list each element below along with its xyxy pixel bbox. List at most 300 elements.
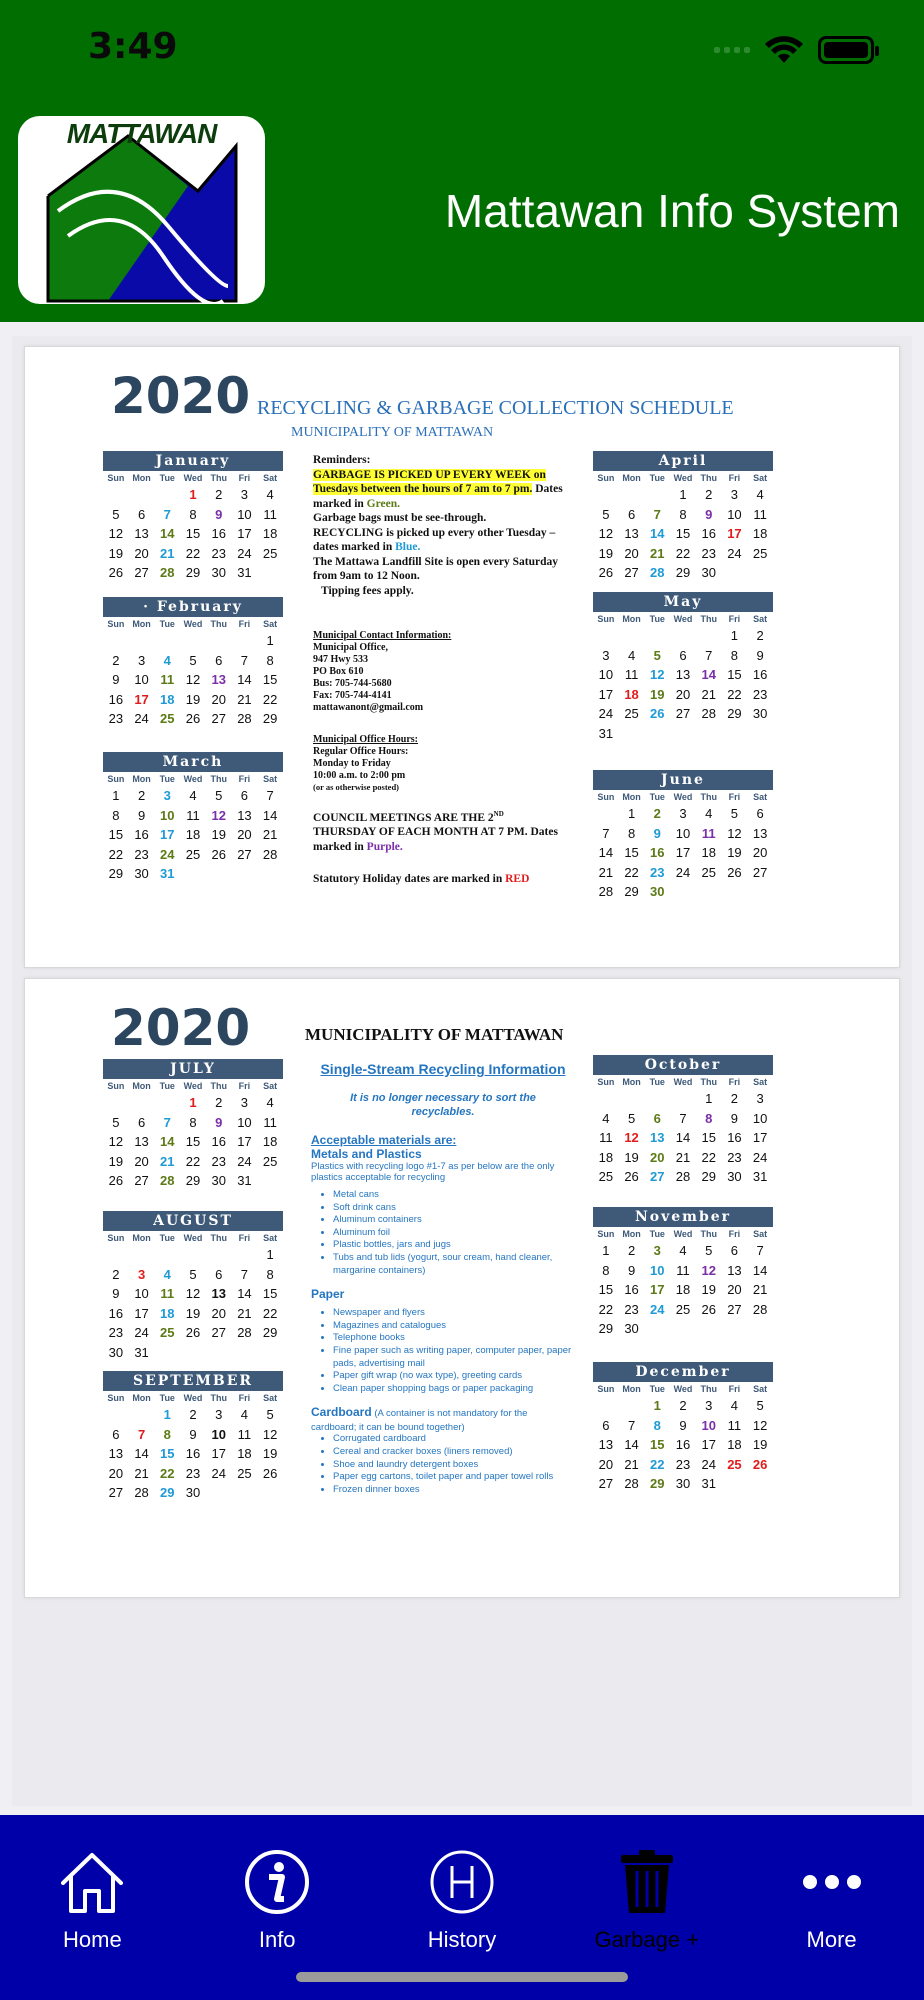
calendar-day: 28 [701, 706, 716, 721]
calendar-day: 31 [237, 1173, 252, 1188]
weekday-label: Mon [622, 792, 641, 802]
calendar-day: 8 [730, 647, 739, 663]
calendar-day: 26 [108, 565, 124, 580]
calendar-day: 7 [266, 788, 274, 803]
calendar-day: 15 [262, 1286, 278, 1301]
calendar-day: 18 [701, 845, 716, 860]
calendar-day: 21 [160, 545, 175, 561]
empty-day [670, 1089, 696, 1109]
empty-day [232, 631, 258, 651]
weekday-label: Fri [728, 614, 741, 624]
calendar-day: 9 [112, 672, 120, 687]
calendar-day: 26 [701, 1301, 716, 1317]
weekday-label: Tue [649, 473, 665, 483]
calendar-day: 25 [237, 1465, 252, 1481]
calendar-day: 13 [108, 1446, 124, 1461]
weekday-header [103, 619, 283, 631]
empty-day [232, 1245, 258, 1265]
calendar-day: 19 [185, 1305, 201, 1321]
tab-home[interactable] [0, 1815, 185, 2000]
calendar-day: 1 [112, 788, 120, 803]
cardboard-heading: Cardboard [311, 1405, 372, 1420]
calendar-day: 2 [679, 1398, 687, 1413]
calendar-day: 22 [624, 864, 639, 880]
empty-day [644, 485, 670, 505]
calendar-day: 1 [602, 1243, 610, 1258]
list-item: • Metal cans [333, 1189, 575, 1202]
calendar-day: 5 [602, 506, 610, 522]
garbage-note: GARBAGE IS PICKED UP EVERY WEEK on Tuesdays between the hours of 7 am to 7 pm. [313, 468, 546, 495]
tipping-note: Tipping fees apply. [321, 584, 414, 597]
weekday-label: Fri [238, 1393, 251, 1403]
empty-day [129, 485, 155, 505]
page1-year: 2020 [111, 367, 251, 425]
weekday-label: Sat [753, 614, 768, 624]
calendar-day: 10 [598, 667, 614, 682]
calendar-day: 3 [705, 1398, 713, 1413]
calendar-day: 7 [756, 1243, 764, 1258]
calendar-day: 11 [186, 807, 200, 823]
calendar-day: 25 [185, 846, 201, 862]
empty-day [619, 1396, 645, 1416]
calendar-day: 5 [189, 652, 197, 668]
weekday-label: Mon [622, 1229, 641, 1239]
tab-label-info: Info [258, 1927, 296, 1952]
contact-lines [313, 642, 563, 714]
weekday-label: Wed [673, 1077, 693, 1087]
weekday-label: Fri [728, 473, 741, 483]
calendar-day: 4 [163, 652, 171, 668]
empty-day [670, 626, 696, 646]
schedule-page-2 [24, 978, 900, 1598]
text-line: Fax: 705-744-4141 [313, 690, 392, 701]
calendar-day: 13 [134, 1134, 149, 1149]
recycling-heading: Single-Stream Recycling Information [320, 1061, 566, 1077]
calendar-day: 27 [675, 706, 691, 721]
calendar-day: 18 [160, 1305, 175, 1321]
calendar-day: 12 [211, 807, 226, 823]
calendar-day: 16 [211, 1134, 226, 1149]
calendar-day: 21 [237, 691, 252, 707]
weekday-header [593, 1384, 773, 1396]
calendar-day: 12 [262, 1426, 278, 1442]
calendar-day: 11 [599, 1130, 613, 1145]
empty-day [129, 1245, 155, 1265]
cardboard-heading-row [311, 1405, 575, 1433]
calendar-day: 21 [134, 1465, 149, 1481]
calendar-day: 3 [653, 1243, 661, 1258]
calendar-day: 26 [108, 1173, 124, 1188]
weekday-label: Sat [753, 1229, 768, 1239]
home-icon [57, 1847, 127, 1917]
list-item: • Paper egg cartons, toilet paper and paper towel rolls [333, 1471, 575, 1484]
calendar-day: 23 [185, 1465, 201, 1481]
calendar-day: 29 [598, 1321, 614, 1336]
calendar-day: 17 [134, 691, 149, 707]
days-grid [593, 1396, 773, 1494]
empty-day [206, 631, 232, 651]
weekday-label: Tue [159, 1081, 175, 1091]
calendar-day: 18 [598, 1149, 614, 1165]
calendar-day: 12 [624, 1130, 639, 1145]
calendar-day: 19 [752, 1437, 768, 1452]
council-note-a: COUNCIL MEETINGS ARE THE 2 [313, 811, 494, 824]
weekday-header [593, 1077, 773, 1089]
list-item: • Corrugated cardboard [333, 1433, 575, 1446]
calendar-day: 3 [240, 1095, 249, 1110]
text-line: mattawanont@gmail.com [313, 702, 424, 713]
calendar-day: 7 [679, 1110, 687, 1126]
weekday-label: Mon [132, 473, 151, 483]
calendar-day: 3 [163, 788, 171, 803]
council-note-b: THURSDAY OF EACH MONTH AT 7 PM. Dates marked in [313, 826, 558, 853]
calendar-day: 6 [627, 506, 636, 522]
calendar-day: 20 [624, 545, 639, 561]
calendar-day: 10 [160, 807, 175, 823]
calendar-day: 16 [752, 667, 768, 682]
calendar-day: 1 [189, 1095, 197, 1110]
calendar-day: 13 [211, 672, 226, 687]
calendar-day: 25 [598, 1169, 614, 1184]
calendar-month [103, 1059, 283, 1191]
calendar-day: 11 [701, 825, 716, 841]
blue-word: Blue. [395, 541, 421, 553]
weekday-label: Sat [263, 1233, 278, 1243]
calendar-day: 24 [752, 1149, 768, 1165]
calendar-day: 27 [624, 565, 639, 580]
info-icon [242, 1847, 312, 1917]
red-word: RED [505, 873, 530, 886]
calendar-day: 28 [160, 1173, 175, 1188]
calendar-day: 1 [189, 487, 197, 502]
calendar-day: 11 [676, 1262, 690, 1278]
calendar-day: 15 [185, 526, 201, 541]
calendar-day: 27 [134, 1173, 149, 1188]
calendar-day: 16 [108, 691, 124, 707]
text-line: Monday to Friday [313, 758, 391, 769]
calendar-day: 9 [756, 647, 764, 663]
calendar-day: 31 [237, 565, 252, 580]
days-grid [103, 631, 283, 729]
calendar-day: 31 [598, 725, 614, 741]
calendar-day: 16 [650, 845, 665, 860]
calendar-day: 16 [134, 827, 149, 842]
empty-day [103, 1093, 129, 1113]
council-note [313, 807, 563, 854]
calendar-day: 1 [705, 1091, 713, 1106]
contact-heading: Municipal Contact Information: [313, 630, 452, 641]
calendar-day: 2 [705, 487, 713, 502]
calendar-day: 5 [653, 647, 661, 663]
page2-year: 2020 [111, 999, 251, 1057]
calendar-day: 5 [627, 1110, 636, 1126]
recycling-info [311, 1061, 575, 1496]
calendar-day: 14 [650, 526, 665, 541]
weekday-label: Wed [183, 473, 203, 483]
page2-title: MUNICIPALITY OF MATTAWAN [305, 1025, 564, 1044]
calendar-day: 20 [108, 1465, 124, 1481]
weekday-label: Mon [622, 473, 641, 483]
calendar-day: 30 [675, 1476, 691, 1491]
empty-day [154, 631, 180, 651]
calendar-day: 11 [160, 1286, 175, 1301]
calendar-day: 15 [185, 1134, 201, 1149]
weekday-label: Sat [753, 1077, 768, 1087]
calendar-day: 15 [650, 1437, 665, 1452]
calendar-day: 2 [215, 1095, 223, 1110]
empty-day [206, 1245, 232, 1265]
weekday-label: Sun [107, 774, 125, 784]
calendar-day: 25 [701, 864, 716, 880]
accepted-heading: Acceptable materials are: [311, 1133, 457, 1147]
calendar-month [103, 1211, 283, 1362]
calendar-day: 14 [752, 1262, 768, 1278]
calendar-day: 12 [752, 1417, 768, 1433]
weekday-label: Thu [700, 1229, 717, 1239]
list-item: • Cereal and cracker boxes (liners removed) [333, 1446, 575, 1459]
calendar-day: 4 [756, 487, 764, 502]
weekday-label: Thu [210, 774, 227, 784]
calendar-day: 30 [624, 1321, 639, 1336]
calendar-day: 18 [185, 827, 201, 842]
calendar-day: 9 [730, 1110, 739, 1126]
calendar-day: 27 [650, 1169, 665, 1184]
weekday-label: Thu [210, 1081, 227, 1091]
calendar-day: 18 [237, 1446, 252, 1461]
calendar-day: 8 [112, 807, 120, 823]
calendar-month [103, 451, 283, 583]
weekday-label: Mon [132, 774, 151, 784]
calendar-day: 6 [756, 806, 764, 821]
calendar-day: 15 [262, 672, 278, 687]
history-icon [427, 1847, 497, 1917]
weekday-label: Thu [210, 473, 227, 483]
calendar-day: 28 [598, 884, 614, 899]
weekday-label: Sun [597, 473, 615, 483]
weekday-label: Wed [673, 473, 693, 483]
weekday-header [103, 774, 283, 786]
calendar-day: 24 [237, 545, 252, 561]
weekday-label: Wed [183, 1393, 203, 1403]
calendar-day: 7 [163, 506, 171, 522]
holiday-note [313, 872, 563, 887]
calendar-day: 26 [727, 864, 742, 880]
weekday-label: Wed [673, 1229, 693, 1239]
weekday-label: Wed [673, 792, 693, 802]
month-name: AUGUST [103, 1211, 283, 1231]
calendar-day: 21 [624, 1456, 639, 1472]
empty-day [619, 485, 645, 505]
calendar-day: 25 [624, 706, 639, 721]
calendar-day: 30 [108, 1344, 124, 1360]
cardboard-list [311, 1433, 575, 1496]
calendar-day: 14 [237, 1286, 252, 1301]
empty-day [154, 1245, 180, 1265]
calendar-day: 29 [675, 565, 691, 580]
calendar-day: 26 [752, 1456, 768, 1472]
weekday-label: Sun [107, 1393, 125, 1403]
calendar-day: 7 [137, 1426, 146, 1442]
calendar-day: 14 [237, 672, 252, 687]
text-line: PO Box 610 [313, 666, 364, 677]
calendar-day: 9 [215, 506, 223, 522]
calendar-day: 19 [598, 545, 614, 561]
calendar-day: 6 [215, 652, 223, 668]
app-title: Mattawan Info System [444, 185, 900, 237]
calendar-day: 28 [160, 565, 175, 580]
calendar-day: 25 [262, 1153, 278, 1169]
empty-day [696, 626, 722, 646]
calendar-day: 14 [675, 1130, 691, 1145]
list-item: • Fine paper such as writing paper, computer paper, paper pads, advertising mail [333, 1345, 575, 1370]
calendar-day: 12 [108, 526, 124, 541]
landfill-note: The Mattawa Landfill Site is open every Saturday from 9am to 12 Noon. [313, 555, 559, 582]
calendar-day: 23 [675, 1456, 691, 1472]
text-line: 10:00 a.m. to 2:00 pm [313, 770, 406, 781]
calendar-day: 7 [653, 506, 661, 522]
calendar-day: 17 [752, 1130, 768, 1145]
weekday-label: Mon [622, 614, 641, 624]
calendar-day: 29 [160, 1485, 175, 1500]
calendar-day: 18 [752, 526, 768, 541]
weekday-label: Sun [107, 1081, 125, 1091]
calendar-day: 10 [752, 1110, 768, 1126]
weekday-label: Mon [132, 1081, 151, 1091]
calendar-day: 5 [189, 1266, 197, 1282]
calendar-day: 22 [108, 846, 124, 862]
calendar-day: 21 [752, 1282, 768, 1297]
calendar-day: 7 [602, 825, 610, 841]
calendar-day: 20 [650, 1149, 665, 1165]
calendar-day: 25 [262, 545, 278, 561]
calendar-day: 4 [189, 788, 197, 803]
metals-note: Plastics with recycling logo #1-7 as per below are the only plastics acceptable for recycling [311, 1161, 555, 1183]
calendar-day: 16 [624, 1282, 639, 1297]
calendar-day: 8 [602, 1262, 610, 1278]
calendar-month [593, 1362, 773, 1494]
month-name: May [593, 592, 773, 612]
calendar-day: 18 [160, 691, 175, 707]
calendar-day: 2 [653, 806, 661, 821]
calendar-day: 29 [701, 1169, 716, 1184]
calendar-day: 23 [701, 545, 716, 561]
calendar-day: 4 [240, 1407, 249, 1422]
calendar-day: 12 [650, 667, 665, 682]
calendar-day: 2 [756, 628, 764, 643]
weekday-header [593, 1229, 773, 1241]
weekday-label: Thu [700, 792, 717, 802]
garbage-note-suffix: Dates marked in [313, 483, 563, 510]
weekday-header [103, 1393, 283, 1405]
calendar-day: 4 [602, 1110, 610, 1126]
calendar-day: 7 [240, 1266, 249, 1282]
calendar-day: 30 [650, 884, 665, 899]
schedule-scroll-view[interactable] [12, 336, 912, 1806]
days-grid [103, 786, 283, 884]
calendar-day: 2 [730, 1091, 739, 1106]
calendar-day: 20 [134, 545, 149, 561]
calendar-day: 22 [650, 1456, 665, 1472]
calendar-day: 8 [266, 1266, 274, 1282]
paper-list [311, 1307, 575, 1395]
empty-day [154, 1093, 180, 1113]
calendar-day: 13 [211, 1286, 226, 1301]
calendar-day: 15 [727, 667, 742, 682]
month-name: · February [103, 597, 283, 617]
weekday-label: Thu [700, 473, 717, 483]
weekday-label: Tue [649, 1077, 665, 1087]
empty-day [619, 1089, 645, 1109]
weekday-header [103, 1233, 283, 1245]
calendar-day: 3 [730, 487, 739, 502]
tab-more[interactable] [739, 1815, 924, 2000]
weekday-label: Sat [263, 1081, 278, 1091]
calendar-day: 3 [137, 1266, 146, 1282]
calendar-day: 8 [163, 1426, 171, 1442]
list-item: • Clean paper shopping bags or paper packaging [333, 1383, 575, 1396]
calendar-day: 22 [262, 1305, 278, 1321]
calendar-day: 31 [701, 1476, 716, 1491]
calendar-day: 4 [705, 806, 713, 821]
hours-heading: Municipal Office Hours: [313, 734, 418, 745]
weekday-label: Fri [238, 1081, 251, 1091]
calendar-day: 1 [730, 628, 739, 643]
list-item: • Aluminum foil [333, 1227, 575, 1240]
days-grid [103, 485, 283, 583]
calendar-day: 17 [675, 845, 691, 860]
home-indicator[interactable] [296, 1972, 628, 1982]
empty-day [103, 485, 129, 505]
month-name: SEPTEMBER [103, 1371, 283, 1391]
calendar-day: 22 [160, 1465, 175, 1481]
weekday-label: Fri [728, 792, 741, 802]
calendar-day: 15 [108, 827, 124, 842]
empty-day [644, 626, 670, 646]
calendar-day: 13 [727, 1262, 742, 1278]
calendar-day: 20 [134, 1153, 149, 1169]
hours-note: (or as otherwise posted) [313, 782, 400, 792]
calendar-day: 9 [705, 506, 713, 522]
month-name: December [593, 1362, 773, 1382]
reminders-block [313, 453, 563, 887]
calendar-day: 3 [602, 647, 610, 663]
weekday-label: Tue [649, 614, 665, 624]
calendar-month [103, 752, 283, 884]
text-line: 947 Hwy 533 [313, 654, 368, 665]
calendar-day: 17 [650, 1282, 665, 1297]
text-line: Municipal Office, [313, 642, 388, 653]
list-item: • Shoe and laundry detergent boxes [333, 1459, 575, 1472]
recycling-note: RECYCLING is picked up every other Tuesday – dates marked in [313, 526, 556, 553]
calendar-day: 25 [160, 1325, 175, 1340]
weekday-label: Tue [159, 1393, 175, 1403]
calendar-day: 6 [653, 1110, 661, 1126]
calendar-day: 2 [189, 1407, 197, 1422]
calendar-day: 29 [262, 711, 278, 726]
calendar-month [593, 1055, 773, 1187]
month-name: January [103, 451, 283, 471]
calendar-day: 23 [727, 1149, 742, 1165]
weekday-label: Wed [183, 774, 203, 784]
calendar-day: 16 [108, 1305, 124, 1321]
hours-lines [313, 746, 563, 782]
calendar-day: 5 [730, 806, 739, 821]
calendar-day: 10 [134, 672, 149, 687]
status-icons [714, 32, 874, 68]
holiday-note-text: Statutory Holiday dates are marked in [313, 873, 506, 886]
recycling-intro: It is no longer necessary to sort the recyclables. [350, 1092, 536, 1118]
weekday-label: Mon [132, 619, 151, 629]
